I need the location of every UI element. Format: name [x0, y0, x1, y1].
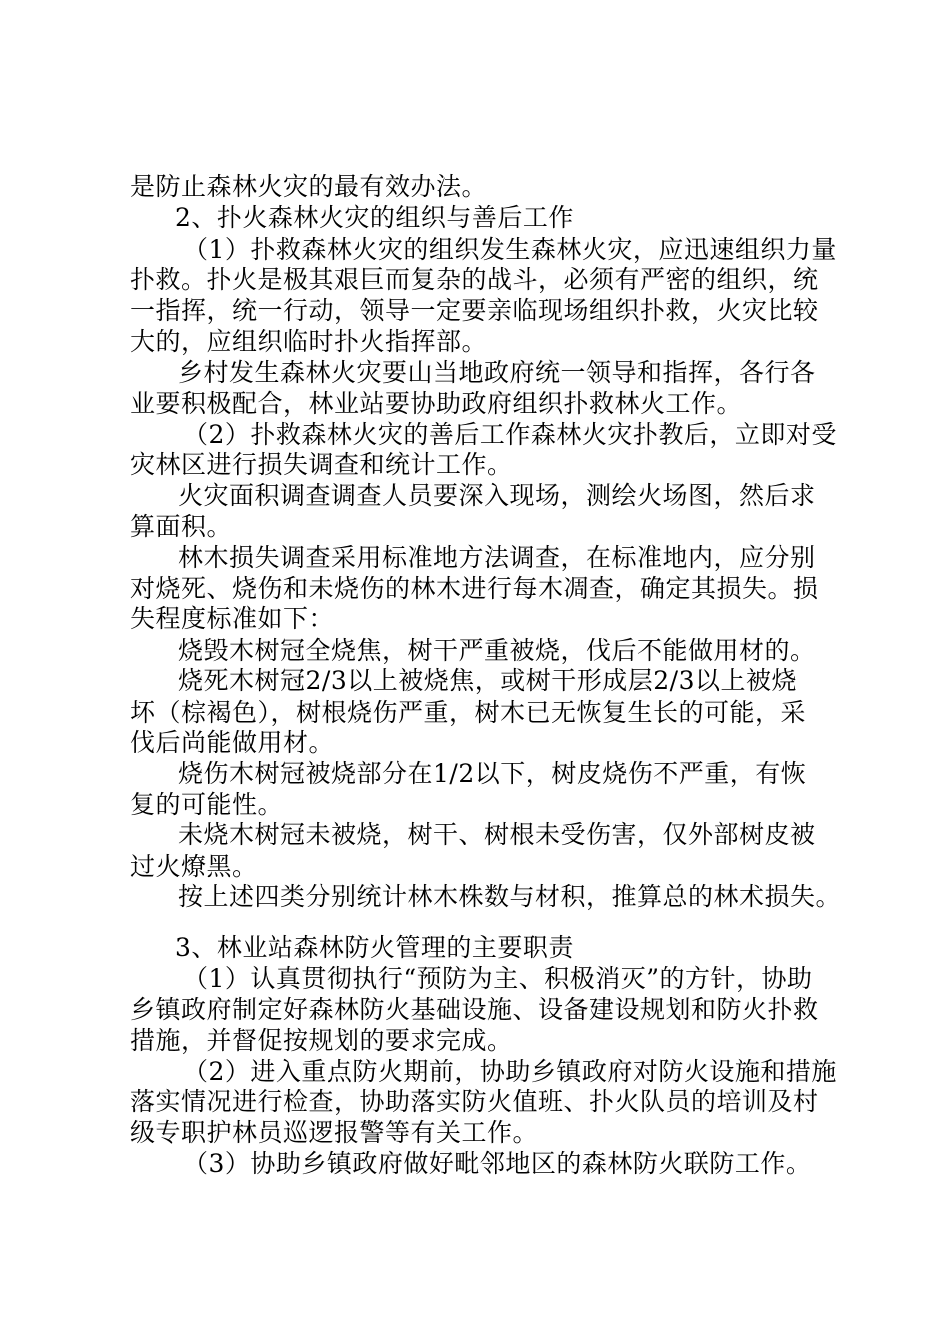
text-line: 烧伤木树冠被烧部分在1/2以下，树皮烧伤不严重，有恢 — [178, 759, 807, 788]
text-line: 对烧死、烧伤和未烧伤的林木进行每木凋查，确定其损失。损 — [130, 574, 819, 603]
text-line: 落实情况进行检查，协助落实防火值班、扑火队员的培训及村 — [130, 1087, 819, 1116]
text-line: 烧毁木树冠全烧焦，树干严重被烧，伐后不能做用材的。 — [178, 636, 816, 665]
text-line: 大的，应组织临时扑火指挥部。 — [130, 327, 488, 356]
text-line: （2）扑救森林火灾的善后工作森林火灾扑教后，立即对受 — [183, 420, 837, 449]
text-line: 乡村发生森林火灾要山当地政府统一领导和指挥，各行各 — [178, 358, 816, 387]
text-line: 坏（棕褐色），树根烧伤严重，树木已无恢复生长的可能，采 — [130, 698, 807, 727]
text-line: （3）协助乡镇政府做好毗邻地区的森林防火联防工作。 — [183, 1149, 812, 1178]
text-line: 林木损失调查采用标准地方法调查，在标准地内，应分别 — [178, 543, 816, 572]
text-line: 失程度标准如下： — [130, 604, 335, 633]
text-line: 复的可能性。 — [130, 790, 284, 819]
text-line: 烧死木树冠2/3以上被烧焦，或树干形成层2/3以上被烧 — [178, 666, 797, 695]
text-line: 业要积极配合，林业站要协助政府组织扑救林火工作。 — [130, 389, 743, 418]
text-line: 未烧木树冠未被烧，树干、树根未受伤害，仅外部树皮被 — [178, 820, 816, 849]
text-line: 伐后尚能做用材。 — [130, 728, 335, 757]
text-line: （1）扑救森林火灾的组织发生森林火灾，应迅速组织力量 — [183, 235, 837, 264]
text-line: 一指挥，统一行动，领导一定要亲临现场组织扑救，火灾比较 — [130, 296, 819, 325]
section-heading: 3、林业站森林防火管理的主要职责 — [175, 933, 574, 962]
text-line: 灾林区进行损失调查和统计工作。 — [130, 450, 513, 479]
text-line: （1）认真贯彻执行“预防为主、积极消灭”的方针，协助 — [183, 964, 813, 993]
text-line: 过火燎黑。 — [130, 852, 258, 881]
text-line: 乡镇政府制定好森林防火基础设施、设备建设规划和防火扑救 — [130, 995, 819, 1024]
text-line: 是防止森林火灾的最有效办法。 — [130, 172, 488, 201]
text-line: 扑救。扑火是极其艰巨而复杂的战斗，必须有严密的组织，统 — [130, 265, 819, 294]
text-line: 级专职护林员巡逻报警等有关工作。 — [130, 1118, 539, 1147]
text-line: 火灾面积调查调查人员要深入现场，测绘火场图，然后求 — [178, 481, 816, 510]
text-line: 措施，并督促按规划的要求完成。 — [130, 1026, 513, 1055]
text-line: 按上述四类分别统计林木株数与材积，推算总的林术损失。 — [178, 882, 842, 911]
text-line: 算面积。 — [130, 512, 233, 541]
text-line: （2）进入重点防火期前，协助乡镇政府对防火设施和措施 — [183, 1057, 837, 1086]
section-heading: 2、扑火森林火灾的组织与善后工作 — [175, 203, 574, 232]
